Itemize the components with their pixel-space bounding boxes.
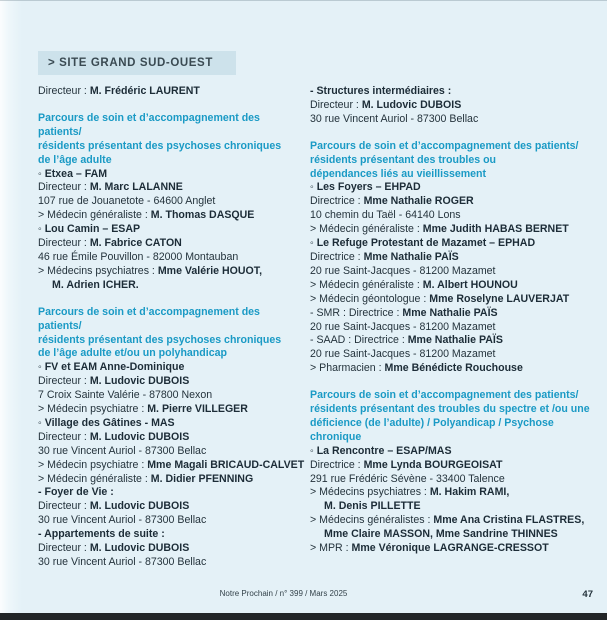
text-line: Mme Claire MASSON, Mme Sandrine THINNES: [324, 528, 558, 541]
text-line: ◦ Les Foyers – EHPAD: [310, 181, 421, 194]
site-header-band: [38, 51, 236, 75]
column-right: [310, 85, 592, 570]
text-line: 20 rue Saint-Jacques - 81200 Mazamet: [310, 264, 496, 277]
text-line: Directeur : M. Ludovic DUBOIS: [38, 375, 190, 388]
footer-journal-line: Notre Prochain / n° 399 / Mars 2025: [219, 589, 348, 598]
footer-page-number: 47: [582, 589, 593, 600]
text-line: 7 Croix Sainte Valérie - 87800 Nexon: [38, 389, 213, 402]
text-line: > Médecin généraliste : M. Albert HOUNOU: [310, 278, 518, 291]
text-line: ◦ FV et EAM Anne-Dominique: [38, 361, 185, 374]
text-line: ◦ La Rencontre – ESAP/MAS: [310, 444, 452, 457]
text-line: > Médecins psychiatres : M. Hakim RAMI,: [310, 486, 510, 499]
directory-columns: [38, 85, 599, 570]
directory-section: [310, 140, 592, 376]
text-line: - Appartements de suite :: [38, 528, 165, 541]
text-line: > Médecin généraliste : M. Thomas DASQUE: [38, 209, 255, 222]
text-line: Directrice : Mme Lynda BOURGEOISAT: [310, 458, 503, 471]
text-line: Directeur : M. Frédéric LAURENT: [38, 85, 200, 97]
text-line: Directeur : M. Ludovic DUBOIS: [38, 542, 190, 555]
text-line: > Médecin psychiatre : Mme Magali BRICAUD-CALVET: [38, 458, 305, 471]
section-heading: Parcours de soin et d’accompagnement des patients/ résidents présentant des psychoses chroniques de l’âge adulte: [38, 111, 282, 166]
text-line: 30 rue Vincent Auriol - 87300 Bellac: [310, 112, 479, 125]
column-left: [38, 85, 304, 570]
text-line: Directrice : Mme Nathalie PAÏS: [310, 250, 459, 263]
text-line: > MPR : Mme Véronique LAGRANGE-CRESSOT: [310, 542, 549, 555]
section-heading: Parcours de soin et d’accompagnement des patients/ résidents présentant des psychoses chroniques de l’âge adulte et/ou un polyhandicap: [38, 305, 282, 360]
text-line: Directeur : M. Ludovic DUBOIS: [310, 98, 462, 111]
text-line: 30 rue Vincent Auriol - 87300 Bellac: [38, 514, 207, 527]
text-line: 30 rue Vincent Auriol - 87300 Bellac: [38, 444, 207, 457]
directory-section: [38, 85, 304, 99]
section-heading: Parcours de soin et d’accompagnement des patients/ résidents présentant des troubles du spectre et /ou une déficience (de l’adulte) / Polyandicap / Psychose chronique: [310, 389, 590, 443]
text-line: - SMR : Directrice : Mme Nathalie PAÏS: [310, 306, 498, 319]
text-line: Directeur : M. Marc LALANNE: [38, 181, 183, 194]
text-line: > Pharmacien : Mme Bénédicte Rouchouse: [310, 362, 523, 375]
text-line: Directeur : M. Ludovic DUBOIS: [38, 430, 190, 443]
text-line: ◦ Lou Camin – ESAP: [38, 223, 141, 236]
text-line: > Médecins généralistes : Mme Ana Cristina FLASTRES,: [310, 514, 585, 527]
directory-section: [310, 389, 592, 556]
text-line: 291 rue Frédéric Sévène - 33400 Talence: [310, 472, 505, 485]
site-title: > SITE GRAND SUD-OUEST: [48, 57, 213, 69]
directory-section: [38, 306, 304, 570]
text-line: > Médecin géontologue : Mme Roselyne LAUVERJAT: [310, 292, 570, 305]
text-line: 20 rue Saint-Jacques - 81200 Mazamet: [310, 320, 496, 333]
text-line: M. Adrien ICHER.: [52, 278, 139, 291]
text-line: 10 chemin du Taël - 64140 Lons: [310, 209, 461, 222]
text-line: Directrice : Mme Nathalie ROGER: [310, 195, 474, 208]
text-line: ◦ Le Refuge Protestant de Mazamet – EPHAD: [310, 237, 536, 250]
text-line: Directeur : M. Fabrice CATON: [38, 237, 182, 250]
text-line: M. Denis PILLETTE: [324, 500, 421, 513]
text-line: - Foyer de Vie :: [38, 486, 114, 499]
text-line: ◦ Village des Gâtines - MAS: [38, 416, 175, 429]
directory-section: [310, 85, 592, 127]
text-line: 20 rue Saint-Jacques - 81200 Mazamet: [310, 348, 496, 361]
text-line: - Structures intermédiaires :: [310, 85, 452, 97]
scan-bottom-edge: [0, 613, 607, 620]
text-line: 46 rue Émile Pouvillon - 82000 Montauban: [38, 250, 239, 263]
text-line: > Médecin psychiatre : M. Pierre VILLEGER: [38, 403, 248, 416]
directory-section: [38, 112, 304, 293]
text-line: 107 rue de Jouanetote - 64600 Anglet: [38, 195, 216, 208]
text-line: - SAAD : Directrice : Mme Nathalie PAÏS: [310, 334, 503, 347]
text-line: ◦ Etxea – FAM: [38, 167, 108, 180]
text-line: 30 rue Vincent Auriol - 87300 Bellac: [38, 556, 207, 568]
section-heading: Parcours de soin et d’accompagnement des patients/ résidents présentant des troubles ou dépendances liés au vieillissement: [310, 139, 579, 180]
text-line: > Médecin généraliste : Mme Judith HABAS BERNET: [310, 223, 569, 236]
text-line: Directeur : M. Ludovic DUBOIS: [38, 500, 190, 513]
text-line: > Médecins psychiatres : Mme Valérie HOUOT,: [38, 264, 263, 277]
text-line: > Médecin généraliste : M. Didier PFENNING: [38, 472, 254, 485]
